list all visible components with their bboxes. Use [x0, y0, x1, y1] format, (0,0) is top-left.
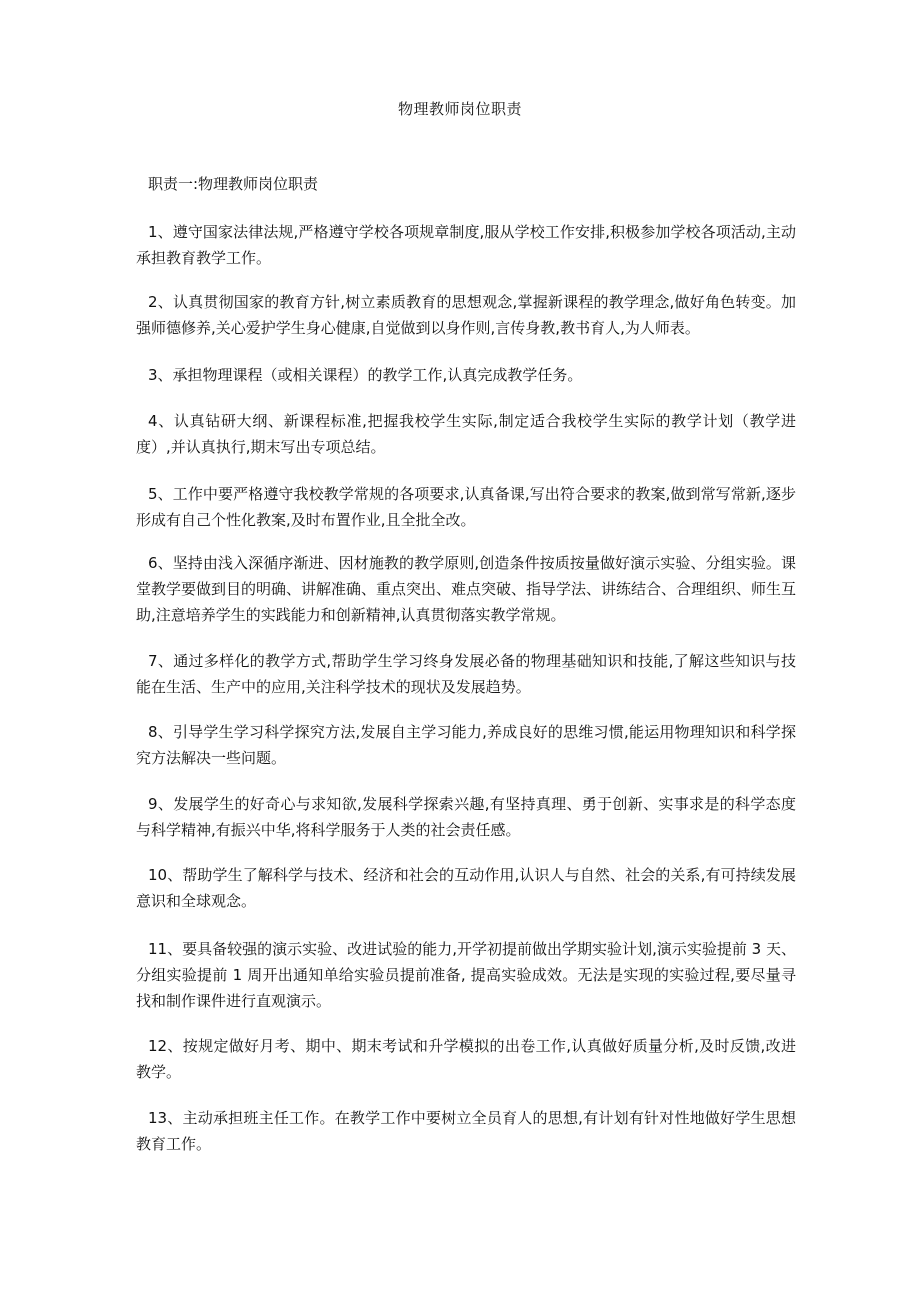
duty-item-5: 5、工作中要严格遵守我校教学常规的各项要求,认真备课,写出符合要求的教案,做到常写常新,逐步形成有自己个性化教案,及时布置作业,且全批全改。	[136, 485, 796, 529]
duty-item-8: 8、引导学生学习科学探究方法,发展自主学习能力,养成良好的思维习惯,能运用物理知识和科学探究方法解决一些问题。	[136, 723, 796, 767]
duty-item-2: 2、认真贯彻国家的教育方针,树立素质教育的思想观念,掌握新课程的教学理念,做好角色转变。加强师德修养,关心爱护学生身心健康,自觉做到以身作则,言传身教,教书育人,为人师表。	[136, 293, 796, 337]
page-title: 物理教师岗位职责	[397, 100, 522, 118]
duty-item-3: 3、承担物理课程（或相关课程）的教学工作,认真完成教学任务。	[148, 366, 583, 384]
section-heading: 职责一:物理教师岗位职责	[148, 175, 319, 193]
duty-item-6: 6、坚持由浅入深循序渐进、因材施教的教学原则,创造条件按质按量做好演示实验、分组实验。课堂教学要做到目的明确、讲解准确、重点突出、难点突破、指导学法、讲练结合、合理组织、师生互助,注意培养学生的实践能力和创新精神,认真贯彻落实教学常规。	[136, 554, 797, 624]
duty-item-12: 12、按规定做好月考、期中、期末考试和升学模拟的出卷工作,认真做好质量分析,及时反馈,改进教学。	[136, 1037, 796, 1081]
duty-item-4: 4、认真钻研大纲、新课程标准,把握我校学生实际,制定适合我校学生实际的教学计划（教学进度）,并认真执行,期末写出专项总结。	[136, 412, 796, 456]
duty-item-9: 9、发展学生的好奇心与求知欲,发展科学探索兴趣,有坚持真理、勇于创新、实事求是的科学态度与科学精神,有振兴中华,将科学服务于人类的社会责任感。	[136, 795, 796, 839]
duty-item-13: 13、主动承担班主任工作。在教学工作中要树立全员育人的思想,有计划有针对性地做好学生思想教育工作。	[136, 1109, 796, 1153]
duty-item-1: 1、遵守国家法律法规,严格遵守学校各项规章制度,服从学校工作安排,积极参加学校各项活动,主动承担教育教学工作。	[136, 223, 796, 267]
duty-item-11: 11、要具备较强的演示实验、改进试验的能力,开学初提前做出学期实验计划,演示实验提前 3 天、分组实验提前 1 周开出通知单给实验员提前准备, 提高实验成效。无法是实现的实验过程,要尽量寻找和制作课件进行直观演示。	[136, 940, 796, 1010]
duty-item-7: 7、通过多样化的教学方式,帮助学生学习终身发展必备的物理基础知识和技能,了解这些知识与技能在生活、生产中的应用,关注科学技术的现状及发展趋势。	[136, 652, 796, 696]
duty-item-10: 10、帮助学生了解科学与技术、经济和社会的互动作用,认识人与自然、社会的关系,有可持续发展意识和全球观念。	[136, 866, 796, 910]
